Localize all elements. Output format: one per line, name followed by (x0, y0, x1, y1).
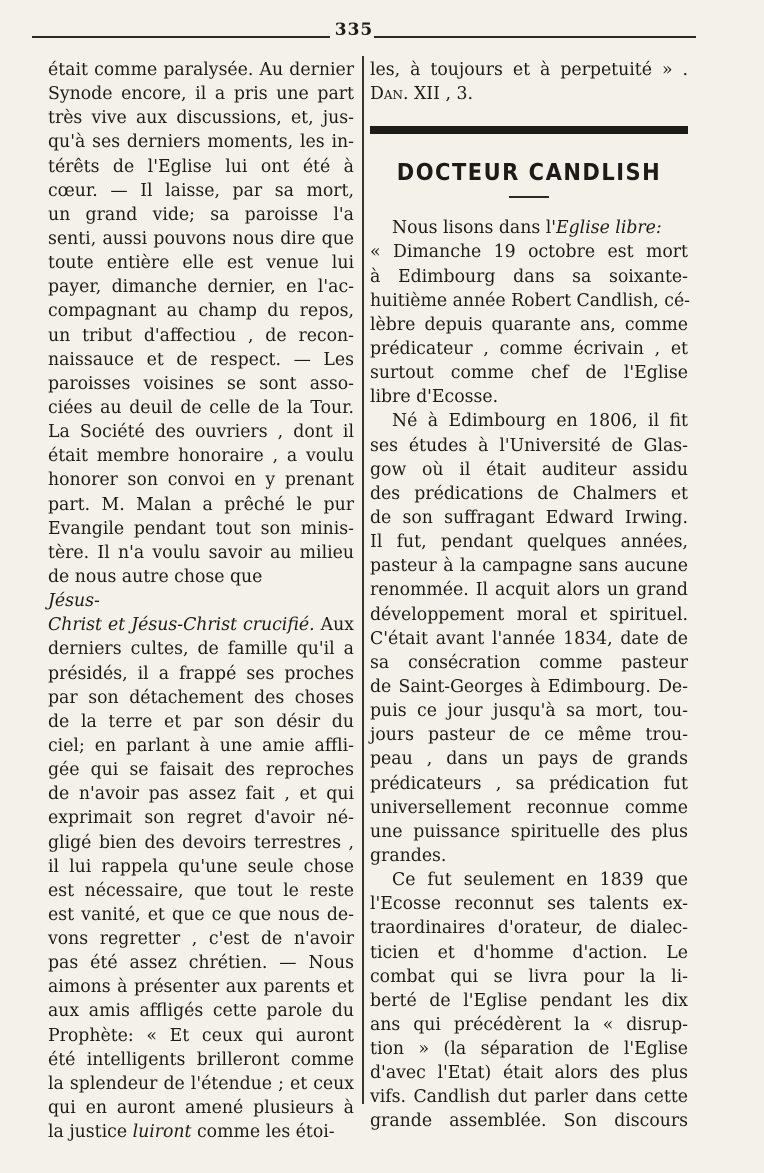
section-title: DOCTEUR CANDLISH (396, 158, 662, 186)
text-line: gée qui se faisait des reproches (48, 760, 354, 781)
italic-text: Jésus- (48, 591, 100, 612)
text-line: La Société des ouvriers , dont il (48, 422, 354, 443)
text-line: de n'avoir pas assez fait , et qui (48, 784, 354, 805)
text-line: présidés, il a frappé ses proches (48, 663, 354, 684)
text-line: ciel; en parlant à une amie affli- (48, 735, 354, 756)
text-line: puis ce jour jusqu'à sa mort, tou- (370, 701, 688, 722)
italic-text: Christ et Jésus-Christ crucifié. (48, 615, 315, 636)
text-line: paroisses voisines se sont asso- (48, 373, 354, 394)
text-line: aimons à présenter aux parents et (48, 977, 354, 998)
text-line: de nous autre chose que (48, 566, 263, 587)
text-line: Evangile pendant tout son minis- (48, 518, 354, 539)
text-line: tère. Il n'a voulu savoir au milieu (48, 542, 354, 563)
paragraph-1 (370, 240, 691, 409)
text-line: pas été assez chrétien. — Nous (48, 953, 354, 974)
text-fragment: Nous lisons dans l' (392, 218, 556, 239)
text-line: prédicateurs , sa prédication fut (370, 773, 688, 794)
text-line: aux amis affligés cette parole du (48, 1001, 354, 1022)
text-line: gligé bien des devoirs terrestres , (48, 832, 354, 853)
title-dash (509, 196, 549, 198)
text-fragment: comme les étoi- (191, 1122, 335, 1143)
text-line (48, 613, 354, 637)
text-line: des prédications de Chalmers et (370, 483, 688, 504)
text-line: lèbre depuis quarante ans, comme (370, 314, 688, 335)
text-line: est vanité, et que ce que nous de- (48, 904, 354, 925)
text-line: ticien et d'homme d'action. Le (370, 942, 688, 963)
text-line: libre d'Ecosse. (370, 387, 499, 408)
text-line: jours pasteur de ce même trou- (370, 725, 688, 746)
text-line: toute entière elle est venue lui (48, 253, 354, 274)
paragraph-3 (370, 868, 688, 1134)
text-line (370, 216, 688, 240)
text-line: un grand vide; sa paroisse l'a (48, 204, 354, 225)
text-line: les, à toujours et à perpetuité » . (370, 60, 688, 80)
text-line: Synode encore, il a pris une part (48, 84, 354, 105)
text-line: honorer son convoi en y prenant (48, 470, 354, 491)
text-line: payer, dimanche dernier, en l'ac- (48, 277, 354, 298)
text-line: tion » (la séparation de l'Eglise (370, 1039, 688, 1060)
text-line: prédicateur , comme écrivain , et (370, 338, 688, 359)
text-line: ciées au deuil de celle de la Tour. (48, 397, 354, 418)
text-line: ses études à l'Université de Glas- (370, 435, 688, 456)
text-line: vons regretter , c'est de n'avoir (48, 929, 354, 950)
text-line: vifs. Candlish dut parler dans cette (370, 1087, 688, 1108)
paragraph-2 (370, 409, 688, 868)
text-fragment: Aux (314, 615, 354, 636)
right-column (370, 58, 691, 1134)
text-line: était comme paralysée. Au dernier (48, 60, 354, 80)
text-line: est nécessaire, que tout le reste (48, 880, 354, 901)
text-line (370, 82, 688, 106)
text-line: grande assemblée. Son discours (370, 1111, 688, 1132)
small-caps-text: Dan. (370, 84, 409, 105)
text-line: Né à Edimbourg en 1806, il fit (392, 411, 688, 432)
text-line: de Saint-Georges à Edimbourg. De- (370, 676, 688, 697)
text-line: pasteur à la campagne sans aucune (370, 556, 688, 577)
left-column-text-block-1 (48, 58, 354, 589)
text-line: traordinaires d'orateur, de dialec- (370, 918, 688, 939)
text-fragment: la justice (48, 1122, 133, 1143)
text-line: térêts de l'Eglise lui ont été à (48, 156, 354, 177)
text-line: qu'à ses derniers moments, les in- (48, 132, 354, 153)
text-line: de la terre et par son désir du (48, 711, 354, 732)
text-line: part. M. Malan a prêché le pur (48, 494, 354, 515)
text-line: derniers cultes, de famille qu'il a (48, 639, 354, 660)
text-line: exprimait son regret d'avoir né- (48, 808, 354, 829)
text-line (48, 589, 354, 613)
text-line: un tribut d'affectiou , de recon- (48, 325, 354, 346)
text-line: Prophète: « Et ceux qui auront (48, 1025, 354, 1046)
text-line: été intelligents brilleront comme (48, 1049, 354, 1070)
text-line: de son suffragant Edward Irwing. (370, 507, 688, 528)
text-line: cœur. — Il laisse, par sa mort, (48, 180, 354, 201)
text-line: peau , dans un pays de grands (370, 749, 688, 770)
text-line: « Dimanche 19 octobre est mort (370, 242, 688, 263)
text-line: Il fut, pendant quelques années, (370, 532, 688, 553)
text-line: l'Ecosse reconnut ses talents ex- (370, 894, 688, 915)
text-line: senti, aussi pouvons nous dire que (48, 228, 354, 249)
text-line: universellement reconnue comme (370, 797, 688, 818)
text-line: à Edimbourg dans sa soixante- (370, 266, 688, 287)
left-column (48, 58, 354, 1144)
text-line: était membre honoraire , a voulu (48, 446, 354, 467)
text-line: combat qui se livra pour la li- (370, 966, 688, 987)
text-line: la splendeur de l'étendue ; et ceux (48, 1073, 354, 1094)
text-line: gow où il était auditeur assidu (370, 459, 688, 480)
text-line: sa consécration comme pasteur (370, 652, 688, 673)
text-line: par son détachement des choses (48, 687, 354, 708)
header-rule-right (374, 36, 696, 38)
text-line: huitième année Robert Candlish, cé- (370, 290, 691, 311)
text-line: compagnant au champ du repos, (48, 301, 354, 322)
text-line: d'avec l'Etat) était alors des plus (370, 1063, 688, 1084)
italic-text: luiront (132, 1122, 192, 1143)
text-line: développement moral et spirituel. (370, 604, 688, 625)
text-line: Ce fut seulement en 1839 que (392, 870, 688, 891)
text-line: C'était avant l'année 1834, date de (370, 628, 688, 649)
text-line: ans qui précédèrent la « disrup- (370, 1014, 688, 1035)
page-number: 335 (334, 20, 374, 40)
text-line: il lui rappela qu'une seule chose (48, 856, 354, 877)
text-line (48, 1120, 354, 1144)
text-line: très vive aux discussions, et, jus- (48, 108, 354, 129)
header-rule-left (32, 36, 330, 38)
text-line: surtout comme chef de l'Eglise (370, 363, 688, 384)
text-line: renommée. Il acquit alors un grand (370, 580, 688, 601)
text-line: qui en auront amené plusieurs à (48, 1098, 354, 1119)
italic-text: Eglise libre: (555, 218, 662, 239)
text-line: grandes. (370, 845, 447, 866)
text-line: une puissance spirituelle des plus (370, 821, 688, 842)
text-line: naissauce et de respect. — Les (48, 349, 354, 370)
text-line: berté de l'Eglise pendant les dix (370, 990, 688, 1011)
column-divider (362, 56, 364, 1104)
left-column-text-block-2 (48, 637, 354, 1120)
text-fragment: XII , 3. (408, 84, 473, 105)
section-separator-bar (370, 126, 688, 134)
